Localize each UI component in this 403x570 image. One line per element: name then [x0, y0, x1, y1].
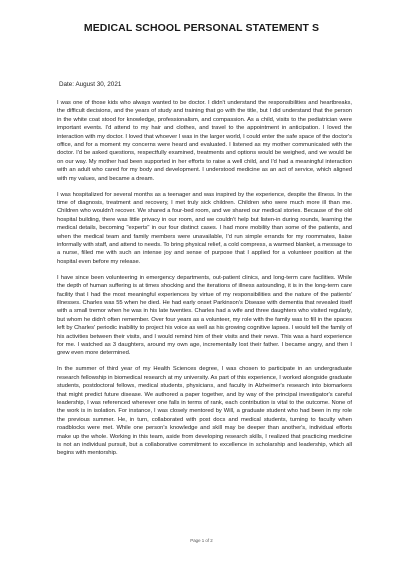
paragraph-1: I was one of those kids who always wanted to be doctor. I didn't understand the responsibilities and heartbreaks, the difficult decisions, and the years of study and training that go with the title, but I did understand that the person in the white coat stood for knowledge, professionalism, and compassion. As a child, visits to the pediatrician were important events. I'd attend to my hair and clothes, and travel to the appointment in anticipation. I loved the interaction with my doctor. I loved that whoever I was in the larger world, I could enter the safe space of the doctor's office, and for a moment my concerns were heard and evaluated. I listened as my mother communicated with the doctor. I'd be asked questions, respectfully examined, treatments and options would be weighed, and we would be on our way. My mother had been supported in her efforts to raise a well child, and I'd had a meaningful interaction with an adult who cared for my body and development. I understood medicine as an act of service, which aligned with my values, and became a dream.: [57, 100, 352, 182]
paragraph-4: In the summer of third year of my Health Sciences degree, I was chosen to participate in an undergraduate research fellowship in biomedical research at my university. As part of this experience, I worked alongside graduate students, postdoctoral fellows, medical students, physicians, and faculty in Alzheimer's research into biomarkers that might predict future disease. We authored a paper together, and by way of the principal investigator's careful leadership, I was referenced wherever one falls in terms of rank, each contribution is vital to the outcome. None of the work is in isolation. For instance, I was closely mentored by Will, a graduate student who had been in my role the previous summer. He, in turn, collaborated with post docs and medical students, turning to faculty when roadblocks were met. While one person's knowledge and skill may be deeper than another's, individual efforts make up the whole. Working in this team, aside from developing research skills, I realized that practicing medicine is not an individual pursuit, but a collaborative commitment to excellence in scholarship and leadership, which all begins with mentorship.: [57, 366, 352, 457]
document-date: Date: August 30, 2021: [59, 81, 122, 88]
paragraph-2: I was hospitalized for several months as a teenager and was inspired by the experience, despite the illness. In the time of diagnosis, treatment and recovery, I met truly sick children. Children who were much more ill than me. Children who wouldn't recover. We shared a four-bed room, and we shared our medical stories. Because of the old hospital building, there was little privacy in our room, and we couldn't help but listen-in during rounds, learning the medical details, becoming "experts" in our four distinct cases. I had more mobility than some of the patients, and when the medical team and family members were unavailable, I'd run simple errands for my roommates, liaise informally with staff, and attend to needs. To bring physical relief, a cold compress, a warmed blanket, a message to a nurse, filled me with such an intense joy and sense of purpose that I applied for a volunteer position at the hospital even before my release.: [57, 191, 352, 265]
paragraph-3: I have since been volunteering in emergency departments, out-patient clinics, and long-term care facilities. While the depth of human suffering is at times shocking and the iterations of illness astounding, it is in the long-term care facility that I had the most meaningful experiences by virtue of my responsibilities and the nature of the patients' illnesses. Charles was 55 when he died. He had early onset Parkinson's Disease with dementia that revealed itself with a small tremor when he was in his late twenties. Charles had a wife and three daughters who visited regularly, but whom he didn't often remember. Over four years as a volunteer, my role with the family was to fill in the spaces left by Charles' periodic inability to project his voice as well as his growing cognitive lapses. I would tell the family of his activities between their visits, and I would remind him of their visits and their news. This was a hard experience for me. I watched as 3 daughters, around my own age, incrementally lost their father. I became angry, and then I grew even more determined.: [57, 274, 352, 357]
document-title: MEDICAL SCHOOL PERSONAL STATEMENT S: [83, 22, 320, 34]
document-body: [57, 99, 352, 465]
page-number: Page 1 of 2: [190, 538, 213, 543]
